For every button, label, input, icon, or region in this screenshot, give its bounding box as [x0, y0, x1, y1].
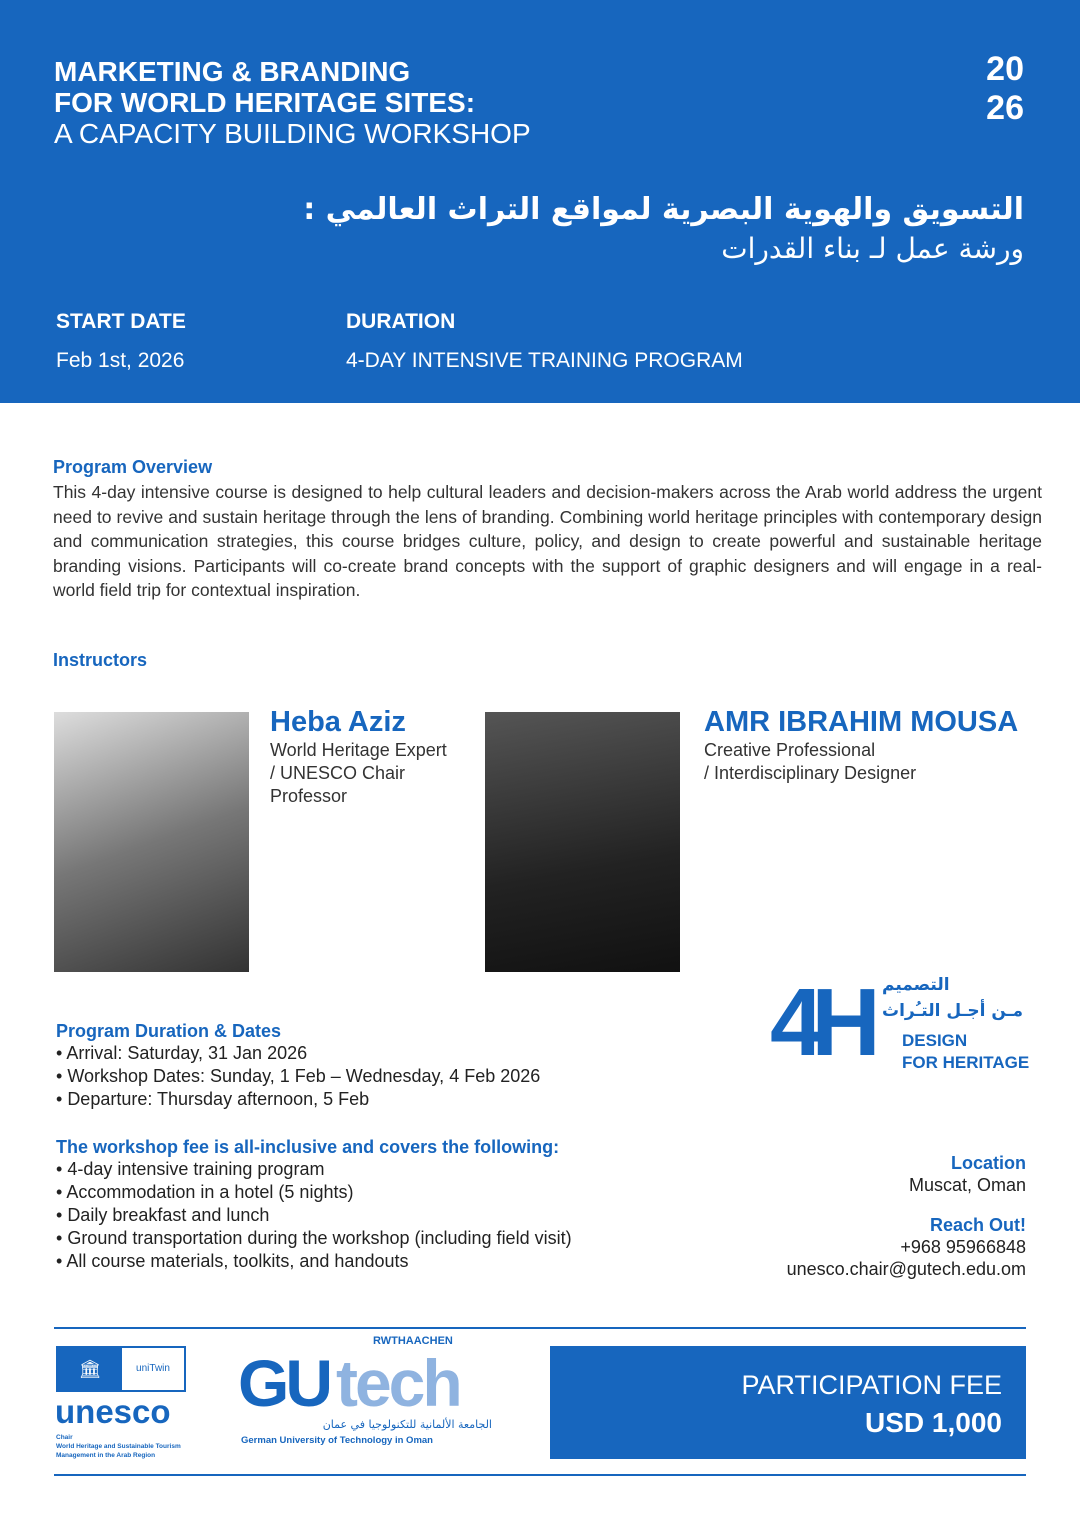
header-banner: [0, 0, 1080, 403]
location-value: Muscat, Oman: [908, 1175, 1026, 1195]
arabic-subtitle: ورشة عمل لـ بناء القدرات: [721, 232, 1024, 265]
instructors-heading: Instructors: [53, 650, 148, 670]
divider: [54, 1327, 1026, 1329]
unesco-temple-icon: 🏛: [58, 1348, 122, 1390]
fee-item: • Ground transportation during the workshop (including field visit): [56, 1227, 572, 1250]
start-date-value: Feb 1st, 2026: [56, 349, 185, 372]
d4h-arabic: مـن أجـل التـُراث: [882, 1001, 1023, 1021]
reach-out-label: Reach Out!: [929, 1215, 1026, 1235]
fee-includes-heading: The workshop fee is all-inclusive and covers the following:: [56, 1137, 560, 1157]
instructor-photo-heba: [54, 712, 249, 972]
year-bottom: 26: [986, 89, 1024, 127]
title-subline: A CAPACITY BUILDING WORKSHOP: [54, 118, 531, 149]
design-for-heritage-logo: [770, 969, 1030, 1076]
instructor-name: AMR IBRAHIM MOUSA: [704, 706, 1019, 738]
workshop-title: [54, 56, 531, 149]
gu-text: GU: [238, 1346, 329, 1420]
instructor-role: Creative Professional: [704, 740, 876, 760]
fee-item: • 4-day intensive training program: [56, 1158, 572, 1181]
year: [986, 50, 1024, 128]
gutech-arabic: الجامعة الألمانية للتكنولوجيا في عمان: [322, 1418, 492, 1431]
date-item: • Departure: Thursday afternoon, 5 Feb: [56, 1088, 540, 1111]
overview-heading: Program Overview: [53, 457, 213, 477]
title-line: MARKETING & BRANDING: [54, 56, 411, 87]
start-date-label: START DATE: [56, 310, 186, 333]
duration-label: DURATION: [346, 310, 456, 333]
tech-text: tech: [336, 1346, 460, 1420]
year-top: 20: [986, 50, 1024, 88]
dates-heading: Program Duration & Dates: [56, 1021, 282, 1041]
d4h-arabic: التصميم: [882, 975, 950, 995]
gutech-logo: [238, 1335, 494, 1450]
fee-item: • Accommodation in a hotel (5 nights): [56, 1181, 572, 1204]
overview-text: This 4-day intensive course is designed to help cultural leaders and decision-makers across the Arab world address the urgent need to revive and sustain heritage through the lens of branding. Combining world heritage principles with contemporary design and communication strategies, this course bridges culture, policy, and design to create powerful and sustainable heritage branding visions. Participants will co-create brand concepts with the support of graphic designers and will engage in a real-world field trip for contextual inspiration.: [53, 482, 1042, 600]
instructor-amr: [704, 706, 1018, 785]
fee-item: • All course materials, toolkits, and handouts: [56, 1250, 572, 1273]
instructor-role: / Interdisciplinary Designer: [704, 763, 917, 783]
fee-item: • Daily breakfast and lunch: [56, 1204, 572, 1227]
unesco-chair-text: [56, 1433, 181, 1460]
unitwin-logo: uniTwin: [136, 1363, 170, 1374]
fee-amount: USD 1,000: [865, 1407, 1002, 1438]
gutech-english: German University of Technology in Oman: [241, 1435, 433, 1446]
instructor-photo-amr: [485, 712, 680, 972]
phone[interactable]: +968 95966848: [900, 1237, 1026, 1257]
location-label: Location: [951, 1153, 1026, 1173]
date-item: • Arrival: Saturday, 31 Jan 2026: [56, 1042, 540, 1065]
date-item: • Workshop Dates: Sunday, 1 Feb – Wednesday, 4 Feb 2026: [56, 1065, 540, 1088]
instructor-role: / UNESCO Chair: [270, 763, 406, 783]
instructor-role: World Heritage Expert: [270, 740, 447, 760]
chair-line: Management in the Arab Region: [56, 1452, 156, 1459]
chair-line: World Heritage and Sustainable Tourism: [56, 1443, 181, 1450]
contact-info: [787, 1152, 1026, 1280]
duration-value: 4-DAY INTENSIVE TRAINING PROGRAM: [346, 349, 743, 372]
participation-fee-box: [550, 1346, 1026, 1459]
unesco-wordmark: unesco: [55, 1393, 171, 1430]
d4h-heritage: FOR HERITAGE: [902, 1053, 1030, 1072]
divider: [54, 1474, 1026, 1476]
unesco-emblem: [56, 1346, 186, 1392]
dates-section: [56, 1021, 540, 1111]
fee-includes-section: [56, 1137, 572, 1273]
email[interactable]: unesco.chair@gutech.edu.om: [786, 1259, 1026, 1279]
instructor-role: Professor: [270, 786, 348, 806]
chair-line: Chair: [56, 1434, 73, 1441]
d4h-mark: 4H: [770, 969, 869, 1076]
arabic-title: التسويق والهوية البصرية لمواقع التراث العالمي :: [303, 192, 1024, 227]
instructor-heba: [270, 706, 447, 808]
rwth-logo: RWTHAACHEN: [373, 1335, 453, 1347]
title-line: FOR WORLD HERITAGE SITES:: [54, 87, 476, 118]
instructor-name: Heba Aziz: [270, 706, 406, 738]
fee-label: PARTICIPATION FEE: [741, 1370, 1002, 1400]
d4h-design: DESIGN: [902, 1031, 968, 1050]
